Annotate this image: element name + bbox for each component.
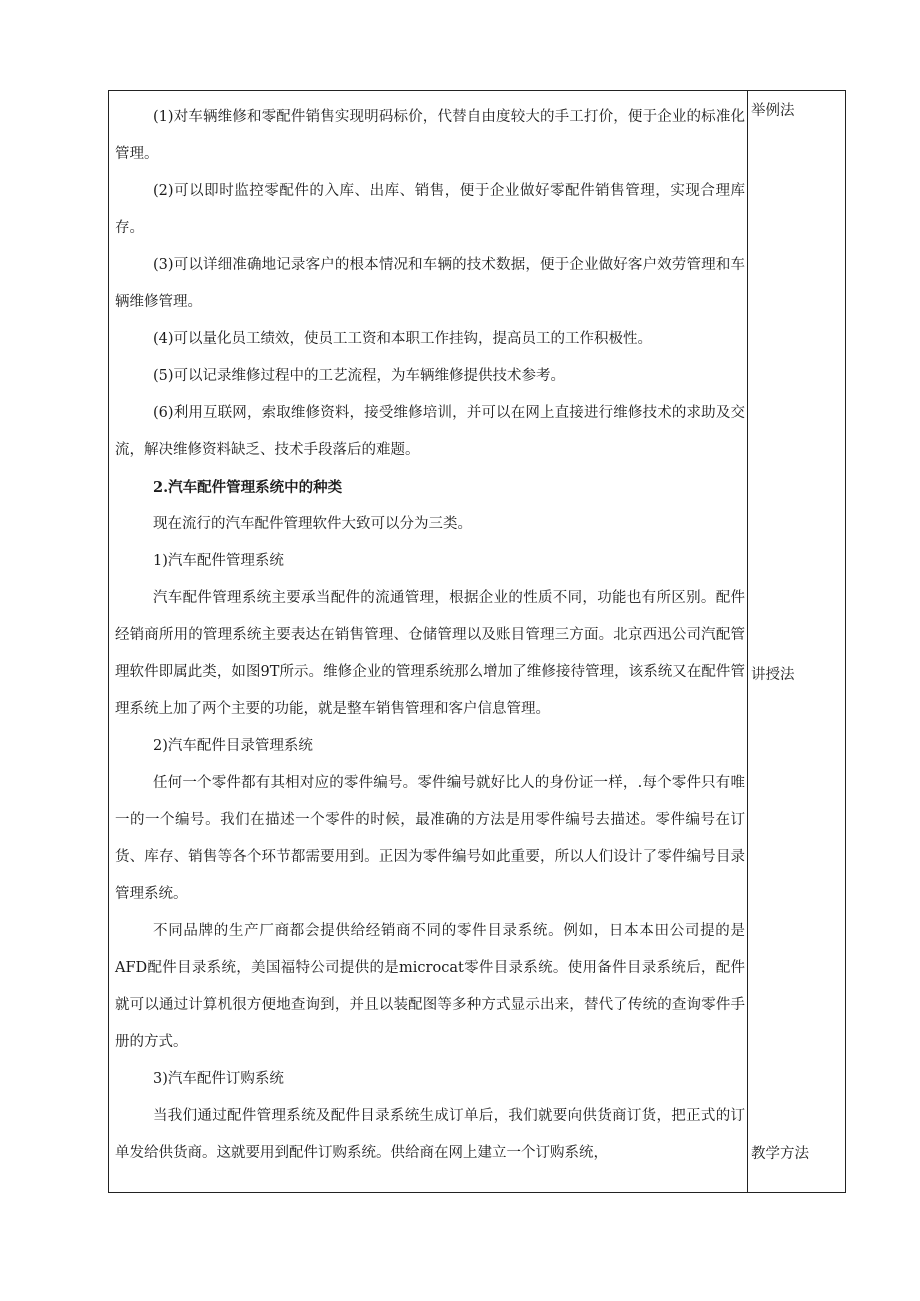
lesson-content (115, 99, 745, 1172)
column-divider (747, 91, 748, 1192)
paragraph-parts-management: 汽车配件管理系统主要承当配件的流通管理，根据企业的性质不同，功能也有所区别。配件经销商所用的管理系统主要表达在销售管理、仓储管理以及账目管理三方面。北京西迅公司汽配管理软件即属此类，如图9T所示。维修企业的管理系统那么增加了维修接待管理，该系统又在配件管理系统上加了两个主要的功能，就是整车销售管理和客户信息管理。 (115, 590, 745, 717)
paragraph-5: (5)可以记录维修过程中的工艺流程，为车辆维修提供技术参考。 (153, 368, 566, 384)
paragraph-2: (2)可以即时监控零配件的入库、出库、销售，便于企业做好零配件销售管理，实现合理库存。 (115, 183, 745, 236)
paragraph-1: (1)对车辆维修和零配件销售实现明码标价，代替自由度较大的手工打价，便于企业的标准化管理。 (115, 109, 745, 162)
paragraph-part-number: 任何一个零件都有其相对应的零件编号。零件编号就好比人的身份证一样，.每个零件只有唯一的一个编号。我们在描述一个零件的时候，最准确的方法是用零件编号去描述。零件编号在订货、库存、销售等各个环节都需要用到。正因为零件编号如此重要，所以人们设计了零件编号目录管理系统。 (115, 775, 745, 902)
subheading-3: 3)汽车配件订购系统 (153, 1071, 284, 1087)
section-heading: 2.汽车配件管理系统中的种类 (153, 479, 343, 496)
lesson-table (108, 90, 846, 1193)
subheading-2: 2)汽车配件目录管理系统 (153, 738, 313, 754)
paragraph-ordering: 当我们通过配件管理系统及配件目录系统生成订单后，我们就要向供货商订货，把正式的订单发给供货商。这就要用到配件订购系统。供给商在网上建立一个订购系统， (115, 1108, 745, 1161)
paragraph-intro: 现在流行的汽车配件管理软件大致可以分为三类。 (153, 516, 472, 532)
side-label-teaching-method: 教学方法 (751, 1146, 809, 1162)
paragraph-3: (3)可以详细准确地记录客户的根本情况和车辆的技术数据，便于企业做好客户效劳管理和车辆维修管理。 (115, 257, 745, 310)
side-label-lecture-method: 讲授法 (751, 667, 795, 683)
paragraph-6: (6)利用互联网，索取维修资料，接受维修培训，并可以在网上直接进行维修技术的求助及交流，解决维修资料缺乏、技术手段落后的难题。 (115, 405, 745, 458)
subheading-1: 1)汽车配件管理系统 (153, 553, 284, 569)
paragraph-catalog-systems: 不同品牌的生产厂商都会提供给经销商不同的零件目录系统。例如，日本本田公司提的是AFD配件目录系统，美国福特公司提供的是microcat零件目录系统。使用备件目录系统后，配件就可以通过计算机很方便地查询到，并且以装配图等多种方式显示出来，替代了传统的查询零件手册的方式。 (115, 923, 745, 1050)
side-label-example-method: 举例法 (751, 103, 795, 119)
paragraph-4: (4)可以量化员工绩效，使员工工资和本职工作挂钩，提高员工的工作积极性。 (153, 331, 653, 347)
